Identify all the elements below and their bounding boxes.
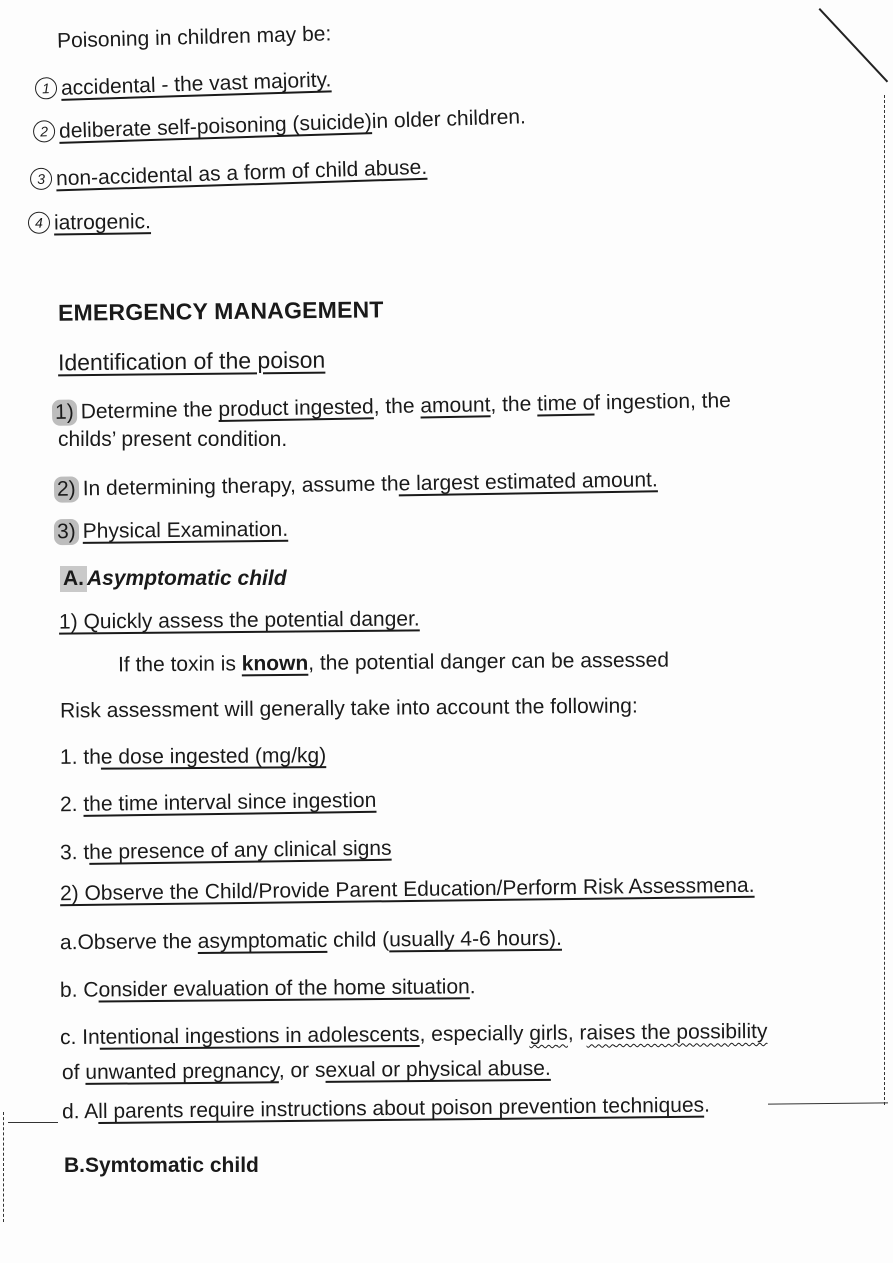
intro-item-2 [33,104,527,145]
sub-item-a [60,926,562,956]
sub-a-text-b: child ( [327,928,390,952]
sub-item-c-line-1 [60,1019,768,1051]
step-3-underlined: Physical Examination. [82,517,289,543]
sub-c-girls: girls [529,1021,568,1045]
risk-item-2-prefix: 2. [59,792,84,817]
sub-c-text-b: , especially [419,1021,530,1046]
circled-number-3: 3 [30,168,53,191]
risk-item-1-text: e dose ingested (mg/kg) [100,744,327,769]
known-line-b: , the potential danger can be assessed [308,648,670,675]
intro-item-4-text: iatrogenic. [53,210,152,235]
sub-c2-abuse: exual or physical abuse. [325,1056,551,1082]
risk-item-3-prefix: 3. t [59,840,90,865]
asymptomatic-prefix: A. [60,566,87,592]
step-2-number: 2) [54,476,79,502]
intro-item-1 [35,67,332,102]
symptomatic-label: B.Symtomatic child [64,1154,259,1177]
step-1-line-2: childs’ present condition. [58,428,288,451]
risk-item-3 [60,836,392,867]
step-1-text-a: Determine the [80,398,219,424]
step-3 [54,517,288,545]
sub-c-possibility: aises the possibility [586,1019,768,1045]
intro-item-2-underlined: deliberate self-poisoning (suicide) [58,110,373,143]
sub-c-text-c: , r [567,1021,587,1045]
intro-item-4 [28,209,151,237]
right-margin-dash [884,95,885,1105]
step-1-text-d: f ingestion, the [594,389,732,415]
intro-item-3-text: non-accidental as a form of child abuse. [55,155,428,191]
sub-d-prefix: d. A [61,1100,99,1124]
risk-item-1 [60,743,326,771]
left-margin-dash [3,1112,4,1222]
step-1-text-c: , the [490,392,538,417]
step-3-number: 3) [54,519,79,545]
left-strike-rule [8,1122,58,1123]
circled-number-1: 1 [35,77,58,100]
step-1-text-b: , the [373,394,421,419]
sub-a-asymptomatic: asymptomatic [197,928,328,953]
sub-b-underlined: onsider evaluation of the home situation [98,975,470,1002]
known-word: known [241,651,309,676]
asym-step-1-text: 1) Quickly assess the potential danger. [58,607,420,634]
step-1-time: time o [536,391,595,416]
circled-number-4: 4 [28,212,50,234]
circled-number-2: 2 [33,120,56,143]
known-line-a: If the toxin is [117,652,242,677]
section-heading: EMERGENCY MANAGEMENT [57,296,384,326]
subheading-text: Identification of the poison [57,346,326,376]
intro-title: Poisoning in children may be: [56,22,332,53]
asym-step-2 [60,873,755,907]
sub-item-b [60,974,476,1004]
sub-d-period: . [703,1093,711,1117]
step-1-product: product ingested [218,395,374,422]
step-2-text: In determining therapy, assume th [82,472,399,501]
step-2-underlined: e largest estimated amount. [398,468,658,496]
corner-stroke [819,8,889,82]
sub-b-period: . [469,975,476,999]
sub-b-prefix: b. C [59,978,99,1002]
known-line [118,648,669,679]
section-subheading [58,347,326,376]
sub-item-c-line-2 [62,1056,551,1086]
right-strike-rule [768,1102,888,1104]
risk-item-2-text: the time interval since ingestion [83,788,377,816]
intro-item-2-rest: in older children. [371,105,527,134]
sub-c2-pregnancy: unwanted pregnancy [85,1059,279,1084]
risk-item-3-text: he presence of any clinical signs [89,836,392,864]
asym-step-1 [59,606,420,635]
step-2 [54,467,658,502]
risk-intro: Risk assessment will generally take into account the following: [59,694,638,723]
intro-item-3 [30,155,428,193]
sub-d-underlined: ll parents require instructions about poison prevention techniques [98,1093,705,1124]
sub-a-hours: usually 4-6 hours). [389,926,562,952]
sub-c2-prefix: of [61,1060,86,1085]
asymptomatic-text: Asymptomatic child [87,567,287,590]
intro-item-1-text: accidental - the vast majority. [60,68,332,100]
asym-step-2-text: 2) Observe the Child/Provide Parent Education/Perform Risk Assessmena. [59,873,755,906]
asymptomatic-label [60,566,287,592]
sub-c2-text-b: , or s [278,1058,326,1083]
risk-item-1-prefix: 1. th [59,745,101,769]
step-1-number: 1) [52,399,77,425]
step-1-line-1 [52,388,731,426]
risk-item-2 [60,788,377,818]
sub-a-text-a: a.Observe the [59,929,198,955]
sub-c-prefix: c. In [59,1025,100,1050]
sub-item-d [62,1093,710,1126]
step-1-amount: amount [420,393,491,418]
sub-c-intentional: tentional ingestions in adolescents [99,1022,420,1049]
